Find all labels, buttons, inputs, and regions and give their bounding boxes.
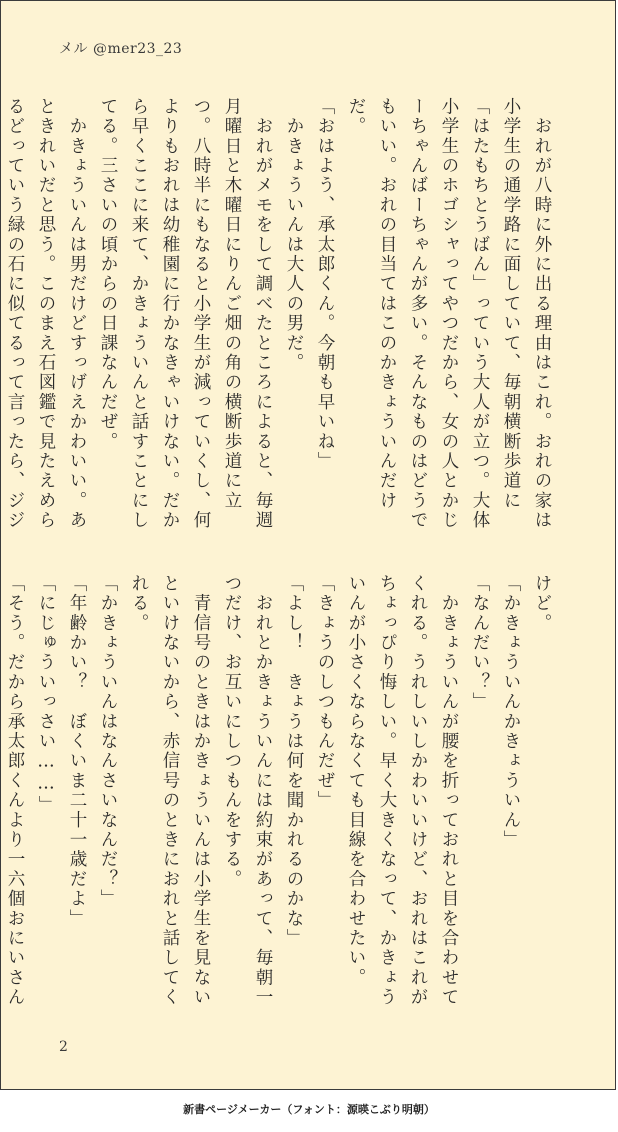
paragraph: 「にじゅういっさい……」 [36,574,56,816]
paragraph: おれが八時に外に出る理由はこれ。おれの家は小学生の通学路に面していて、毎朝横断歩道に「はたもちとうばん」っていう大人が立つ。大体小学生のホゴシャってやつだから、女の人とかじーちゃんばーちゃんが多い。そんなものはどうでもいい。おれの目当てはこのかきょういんだけだ。 [346,97,552,531]
page-number: 2 [59,1039,68,1055]
paragraph: かきょういんは大人の男だ。 [284,97,304,373]
paragraph: おれとかきょういんには約束があって、毎朝一つだけ、お互いにしつもんをする。 [222,574,273,1008]
paragraph: 「そう。だから承太郎くんより一六個おにいさん [5,574,25,1008]
author-handle: メル @mer23_23 [59,41,183,57]
paragraph: けど。 [532,574,552,634]
paragraph: かきょういんが腰を折っておれと目を合わせてくれる。うれしいしかわいいけど、おれはこれがちょっぴり悔しい。早く大きくなって、かきょういんが小さくならなくても目線を合わせたい。 [346,574,459,1008]
text-block-upper [5,97,557,532]
paragraph: 青信号のときはかきょういんは小学生を見ないといけないから、赤信号のときにおれと話してくれる。 [129,574,211,1008]
paragraph: 「かきょういんはなんさいなんだ？」 [98,574,118,909]
paragraph: 「なんだい？」 [470,574,490,712]
paragraph: 「おはよう、承太郎くん。今朝も早いね」 [315,97,335,472]
paragraph: 「よし！ きょうは何を聞かれるのかな」 [284,574,304,949]
paragraph: 「年齢かい？ ぼくいま二十一歳だよ」 [67,574,87,929]
paragraph: おれがメモをして調べたところによると、毎週月曜日と木曜日にりんご畑の角の横断歩道に立つ。八時半にもなると小学生が減っていくし、何よりもおれは幼稚園に行かなきゃいけない。だから早くここに来て、かきょういんと話すことにしてる。三さいの頃からの日課なんだぜ。 [98,97,273,531]
text-block-lower [5,574,557,1019]
generator-credit: 新書ページメーカー（フォント：源暎こぶり明朝） [183,1103,435,1116]
paragraph: 「きょうのしつもんだぜ」 [315,574,335,811]
paragraph: 「かきょういんかきょういん」 [501,574,521,850]
paragraph: かきょういんは男だけどすっげえかわいい。あときれいだと思う。このまえ石図鑑で見たえめらるどっていう緑の石に似てるって言ったら、ジジ [5,97,87,531]
